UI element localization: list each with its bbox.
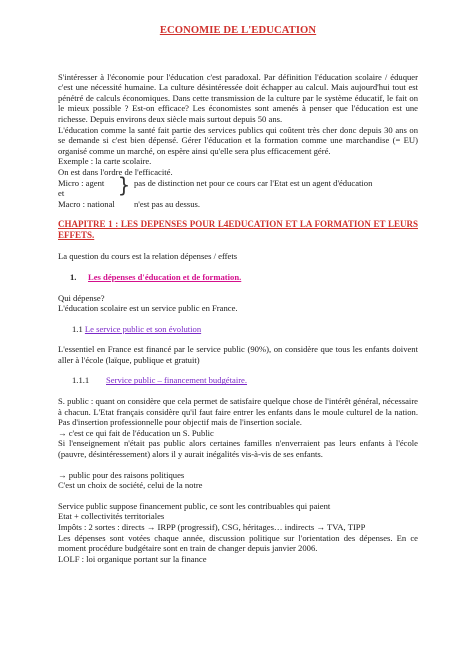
page-title: ECONOMIE DE L'EDUCATION bbox=[159, 25, 317, 36]
macro-row bbox=[58, 199, 418, 210]
curly-brace-icon: } bbox=[117, 172, 131, 197]
spending-paragraph: Les dépenses sont votées chaque année, discussion politique sur l'orientation des dépenses. En ce moment procédure budgétaire sont en train de changer depuis janvier 2006. bbox=[58, 532, 418, 554]
public-service-line: L'éducation scolaire est un service public en France. bbox=[58, 303, 238, 314]
political-reasons-line: → public pour des raisons politiques bbox=[58, 469, 185, 480]
micro-macro-block bbox=[58, 172, 418, 199]
question-line: La question du cours est la relation dépenses / effets bbox=[58, 251, 238, 262]
arrow-line: → c'est ce qui fait de l'éducation un S. Public bbox=[58, 427, 214, 438]
micro-label: Micro : agent bbox=[58, 177, 105, 188]
chapter-heading: CHAPITRE 1 : LES DEPENSES POUR L4EDUCATION ET LA FORMATION ET LEURS EFFETS. bbox=[58, 219, 418, 241]
section-title: Les dépenses d'éducation et de formation. bbox=[88, 271, 242, 282]
education-paragraph: L'éducation comme la santé fait partie des services publics qui coûtent très cher donc depuis 30 ans on se demande si c'est bien dépensé. Gérer l'éducation et la formation comme une marchandise (= EU) organisé comme un marché, on espère ainsi qu'elle sera plus efficacement géré. bbox=[58, 124, 418, 156]
public-service-definition: S. public : quant on considère que cela permet de satisfaire quelque chose de l'intérêt général, nécessaire à chacun. L'Etat français considère qu'il faut faire entrer les enfants dans le moule culturel de la nation. Pas d'insertion professionnelle pour objectif mais de l'insertion sociale. bbox=[58, 396, 418, 428]
lolf-line: LOLF : loi organique portant sur la finance bbox=[58, 553, 207, 564]
section-heading-1 bbox=[70, 272, 418, 283]
et-label: et bbox=[58, 188, 65, 199]
example-line: Exemple : la carte scolaire. bbox=[58, 156, 152, 167]
subsection-heading-1-1 bbox=[72, 324, 418, 335]
state-line: Etat + collectivités territoriales bbox=[58, 511, 165, 522]
section-number: 1. bbox=[70, 271, 77, 282]
subsubsection-title: Service public – financement budgétaire. bbox=[106, 375, 248, 386]
macro-label: Macro : national bbox=[58, 198, 115, 209]
intro-paragraph: S'intéresser à l'économie pour l'éducation c'est paradoxal. Par définition l'éducation scolaire / éduquer c'est une nécessité humaine. La culture désintéressée doit échapper au calcul. Mais aujourd'hui tout est pénétré de calculs économiques. Dans cette transmission de la culture par le système éducatif, le fait on le mieux possible ? Est-on efficace? Les économistes sont amenés à penser que l'éducation est une richesse. Depuis environs deux siècle mais surtout depuis 50 ans. bbox=[58, 71, 418, 124]
micro-text: pas de distinction net pour ce cours car l'Etat est un agent d'éducation bbox=[134, 177, 373, 188]
inequality-paragraph: Si l'enseignement n'était pas public alors certaines familles n'enverraient pas leurs enfants à l'école (pauvre, désintéressement) alors il y aurait inégalités vis-à-vis de ses enfants. bbox=[58, 438, 418, 460]
society-choice-line: C'est un choix de société, celui de la notre bbox=[58, 480, 203, 491]
subsubsection-number: 1.1.1 bbox=[72, 375, 90, 386]
financing-line: Service public suppose financement public, ce sont les contribuables qui paient bbox=[58, 500, 331, 511]
subsubsection-heading-1-1-1 bbox=[72, 375, 418, 386]
subsection-number: 1.1 bbox=[72, 323, 83, 334]
subsection-title: Le service public et son évolution bbox=[84, 323, 202, 334]
essential-paragraph: L'essentiel en France est financé par le service public (90%), on considère que tous les enfants doivent aller à l'école (laïque, publique et gratuit) bbox=[58, 344, 418, 365]
efficiency-line: On est dans l'ordre de l'efficacité. bbox=[58, 166, 173, 177]
who-spends-line: Qui dépense? bbox=[58, 292, 105, 303]
taxes-line: Impôts : 2 sortes : directs → IRPP (progressif), CSG, héritages… indirects → TVA, TIPP bbox=[58, 522, 366, 532]
macro-text: n'est pas au dessus. bbox=[134, 198, 200, 209]
